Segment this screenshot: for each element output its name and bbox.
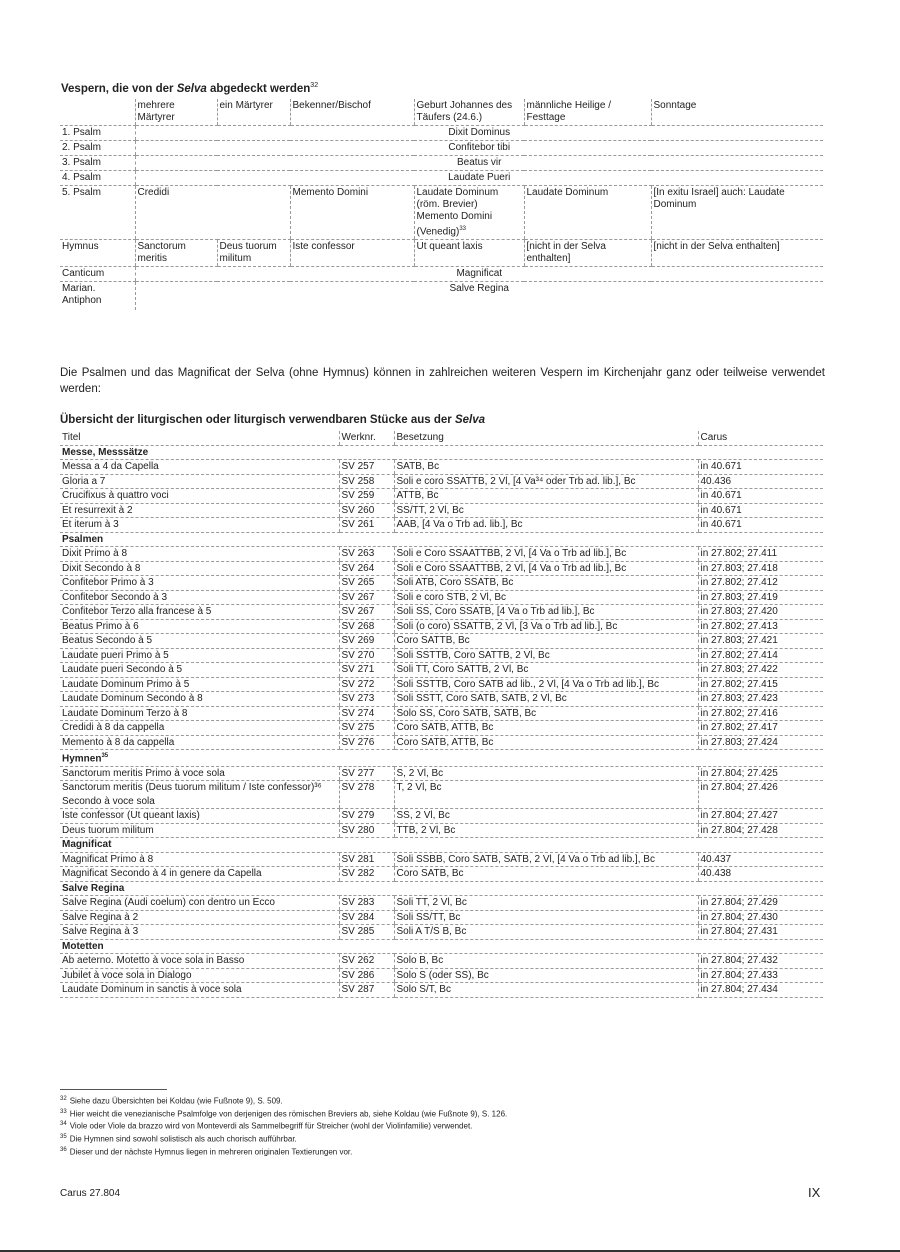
cell-title: Crucifixus à quattro voci [60,489,339,504]
cell-carus: in 27.802; 27.412 [698,576,823,591]
section-heading: Magnificat [60,838,823,853]
cell-title: Laudate pueri Primo à 5 [60,648,339,663]
cell-carus: in 27.803; 27.422 [698,663,823,678]
cell-scoring: Soli (o coro) SSATTB, 2 Vl, [3 Va o Trb ad lib.], Bc [394,619,698,634]
footnote-item [60,1107,507,1120]
footnote-ref: 33 [459,226,466,232]
cell-work: SV 277 [339,766,394,781]
cell-carus: in 27.804; 27.430 [698,910,823,925]
section-row [60,750,823,767]
footnote-number: 35 [60,1133,67,1140]
cell-carus: in 27.802; 27.411 [698,547,823,562]
cell-work: SV 272 [339,677,394,692]
footnote-number: 34 [60,1121,67,1128]
cell-title: Sanctorum meritis (Deus tuorum militum / Iste confessor)³⁶ Secondo à voce sola [60,781,339,809]
section-heading: Salve Regina [60,881,823,896]
cell-scoring: Soli A T/S B, Bc [394,925,698,940]
cell-scoring: Soli SS, Coro SSATB, [4 Va o Trb ad lib.], Bc [394,605,698,620]
table-row [60,852,823,867]
cell-title: Laudate Dominum Terzo à 8 [60,706,339,721]
cell-work: SV 270 [339,648,394,663]
psalm5-roman: Laudate Dominum (röm. Brevier) [416,187,499,210]
cell-scoring: SS/TT, 2 Vl, Bc [394,503,698,518]
cell-carus: in 27.802; 27.416 [698,706,823,721]
header-title: Titel [60,431,339,445]
table-row [60,735,823,750]
cell-title: Laudate pueri Secondo à 5 [60,663,339,678]
cell-scoring: Soli e coro SSATTB, 2 Vl, [4 Va³⁴ oder Trb ad. lib.], Bc [394,474,698,489]
row-value: Salve Regina [135,282,823,311]
cell-carus: in 27.802; 27.413 [698,619,823,634]
table-row [60,954,823,969]
footnote-text: Die Hymnen sind sowohl solistisch als auch chorisch aufführbar. [69,1134,297,1144]
footnotes [60,1094,507,1157]
overview-table [60,431,823,998]
cell-scoring: Coro SATB, ATTB, Bc [394,735,698,750]
overview-table-title: Übersicht der liturgischen oder liturgisch verwendbaren Stücke aus der Selva [60,414,486,426]
cell-work: SV 284 [339,910,394,925]
section-row [60,445,823,460]
catalog-number: Carus 27.804 [60,1188,121,1199]
table-row [60,823,823,838]
cell-title: Dixit Primo à 8 [60,547,339,562]
cell-carus: 40.438 [698,867,823,882]
cell-title: Salve Regina (Audi coelum) con dentro un Ecco [60,896,339,911]
cell-scoring: Solo SS, Coro SATB, SATB, Bc [394,706,698,721]
row-label: Hymnus [60,240,135,267]
footnote-item [60,1145,507,1158]
cell-title: Sanctorum meritis Primo à voce sola [60,766,339,781]
psalm5-cell: Memento Domini [290,186,414,240]
cell-work: SV 273 [339,692,394,707]
cell-scoring: Soli SSTTB, Coro SATB ad lib., 2 Vl, [4 Va o Trb ad lib.], Bc [394,677,698,692]
cell-carus: in 27.804; 27.432 [698,954,823,969]
psalm5-venice: Memento Domini (Venedig) [416,211,493,238]
table-row [60,561,823,576]
table-row [60,474,823,489]
cell-work: SV 260 [339,503,394,518]
cell-carus: in 27.803; 27.423 [698,692,823,707]
cell-title: Confitebor Secondo à 3 [60,590,339,605]
table-row [60,983,823,998]
row-value: Magnificat [135,267,823,282]
table-row [60,489,823,504]
row-label: 3. Psalm [60,156,135,171]
vespers-row-canticum [60,267,823,282]
vespers-header-cell: Bekenner/Bischof [290,99,414,126]
cell-work: SV 267 [339,605,394,620]
cell-scoring: Coro SATTB, Bc [394,634,698,649]
overview-header-row [60,431,823,445]
row-label: 1. Psalm [60,126,135,141]
cell-title: Laudate Dominum Secondo à 8 [60,692,339,707]
cell-title: Gloria a 7 [60,474,339,489]
vespers-table [60,99,823,310]
cell-title: Memento à 8 da cappella [60,735,339,750]
section-heading: Psalmen [60,532,823,547]
cell-work: SV 268 [339,619,394,634]
cell-title: Salve Regina à 2 [60,910,339,925]
vespers-header-cell: Geburt Johannes des Täufers (24.6.) [414,99,524,126]
vespers-header-empty [60,99,135,126]
cell-scoring: Solo B, Bc [394,954,698,969]
vespers-row-antiphon [60,282,823,311]
cell-work: SV 280 [339,823,394,838]
table-row [60,547,823,562]
cell-carus: in 27.804; 27.427 [698,809,823,824]
table-row [60,706,823,721]
cell-title: Laudate Dominum in sanctis à voce sola [60,983,339,998]
vespers-header-cell: Sonntage [651,99,823,126]
row-label: 4. Psalm [60,171,135,186]
section-row [60,838,823,853]
cell-title: Dixit Secondo à 8 [60,561,339,576]
hymnus-cell: Ut queant laxis [414,240,524,267]
cell-carus: 40.437 [698,852,823,867]
psalm5-cell: Laudate Dominum [524,186,651,240]
table-row [60,809,823,824]
cell-carus: in 27.804; 27.431 [698,925,823,940]
cell-carus: in 27.804; 27.426 [698,781,823,809]
cell-scoring: Soli TT, Coro SATTB, 2 Vl, Bc [394,663,698,678]
cell-scoring: T, 2 Vl, Bc [394,781,698,809]
cell-scoring: Soli SSTT, Coro SATB, SATB, 2 Vl, Bc [394,692,698,707]
row-label: Marian. Antiphon [62,283,102,307]
cell-title: Beatus Secondo à 5 [60,634,339,649]
page-number: IX [808,1185,821,1200]
cell-work: SV 259 [339,489,394,504]
cell-title: Salve Regina à 3 [60,925,339,940]
table-row [60,605,823,620]
table-row [60,590,823,605]
cell-work: SV 276 [339,735,394,750]
cell-work: SV 275 [339,721,394,736]
table-row [60,503,823,518]
row-value: Confitebor tibi [135,141,823,156]
cell-title: Jubilet à voce sola in Dialogo [60,968,339,983]
cell-scoring: Coro SATB, ATTB, Bc [394,721,698,736]
cell-scoring: Solo S (oder SS), Bc [394,968,698,983]
footnote-item [60,1094,507,1107]
cell-title: Et iterum à 3 [60,518,339,533]
section-row [60,532,823,547]
footnote-rule [60,1089,167,1090]
cell-scoring: Soli e coro STB, 2 Vl, Bc [394,590,698,605]
row-value: Beatus vir [135,156,823,171]
cell-scoring: SS, 2 Vl, Bc [394,809,698,824]
cell-work: SV 262 [339,954,394,969]
cell-work: SV 287 [339,983,394,998]
cell-scoring: Soli ATB, Coro SSATB, Bc [394,576,698,591]
cell-title: Et resurrexit à 2 [60,503,339,518]
table-row [60,692,823,707]
row-label: 5. Psalm [60,186,135,240]
header-scoring: Besetzung [394,431,698,445]
cell-title: Messa a 4 da Capella [60,460,339,475]
psalm5-cell: Credidi [135,186,290,240]
cell-title: Confitebor Primo à 3 [60,576,339,591]
footnote-text: Viole oder Viole da brazzo wird von Monteverdi als Sammelbegriff für Streicher (wohl der Violinfamilie) verwendet. [69,1121,473,1131]
section-row [60,939,823,954]
cell-carus: in 27.803; 27.420 [698,605,823,620]
vespers-header-row [60,99,823,126]
footnote-item [60,1132,507,1145]
cell-carus: in 40.671 [698,489,823,504]
row-value: Dixit Dominus [135,126,823,141]
intro-paragraph: Die Psalmen und das Magnificat der Selva (ohne Hymnus) können in zahlreichen weiteren Vespern im Kirchenjahr ganz oder teilweise verwendet werden: [60,367,825,395]
section-heading: Hymnen$^{35}$ [60,750,823,767]
cell-carus: in 27.803; 27.424 [698,735,823,750]
footnote-number: 32 [60,1096,67,1102]
section-row [60,881,823,896]
overview-body [60,445,823,997]
cell-scoring: Soli e Coro SSAATTBB, 2 Vl, [4 Va o Trb ad lib.], Bc [394,547,698,562]
table-row [60,677,823,692]
footnote-ref: 35 [101,753,109,759]
cell-work: SV 278 [339,781,394,809]
cell-carus: in 27.802; 27.414 [698,648,823,663]
table-row [60,663,823,678]
cell-carus: in 40.671 [698,503,823,518]
cell-title: Credidi à 8 da cappella [60,721,339,736]
table-row [60,634,823,649]
vespers-table-title: Vespern, die von der Selva abgedeckt werden$^{32}$ [61,82,319,95]
cell-carus: in 27.804; 27.425 [698,766,823,781]
cell-scoring: Coro SATB, Bc [394,867,698,882]
cell-title: Ab aeterno. Motetto à voce sola in Basso [60,954,339,969]
cell-carus: in 27.803; 27.421 [698,634,823,649]
cell-scoring: Soli SSBB, Coro SATB, SATB, 2 Vl, [4 Va o Trb ad lib.], Bc [394,852,698,867]
cell-scoring: SATB, Bc [394,460,698,475]
cell-carus: in 27.803; 27.419 [698,590,823,605]
psalm5-cell: [In exitu Israel] auch: Laudate Dominum [651,186,823,240]
cell-carus: in 27.804; 27.428 [698,823,823,838]
vespers-row-psalm4 [60,171,823,186]
table-row [60,766,823,781]
table-row [60,968,823,983]
vespers-header-cell: männliche Heilige / Festtage [524,99,651,126]
vespers-row-psalm2 [60,141,823,156]
cell-work: SV 257 [339,460,394,475]
hymnus-cell: Deus tuorum militum [217,240,290,267]
footnote-text: Siehe dazu Übersichten bei Koldau (wie Fußnote 9), S. 509. [69,1096,283,1106]
cell-carus: in 27.804; 27.429 [698,896,823,911]
table-row [60,648,823,663]
cell-work: SV 263 [339,547,394,562]
vespers-row-hymnus [60,240,823,267]
row-label: 2. Psalm [60,141,135,156]
cell-work: SV 261 [339,518,394,533]
cell-work: SV 264 [339,561,394,576]
vespers-header-cell: ein Märtyrer [217,99,290,126]
cell-work: SV 285 [339,925,394,940]
header-carus: Carus [698,431,823,445]
vespers-row-psalm3 [60,156,823,171]
cell-work: SV 271 [339,663,394,678]
cell-scoring: Soli SSTTB, Coro SATTB, 2 Vl, Bc [394,648,698,663]
hymnus-cell: [nicht in der Selva enthalten] [524,240,651,267]
table-row [60,896,823,911]
table-row [60,576,823,591]
cell-carus: in 40.671 [698,460,823,475]
cell-work: SV 286 [339,968,394,983]
cell-title: Laudate Dominum Primo à 5 [60,677,339,692]
vespers-header-cell: mehrere Märtyrer [135,99,217,126]
vespers-row-psalm1 [60,126,823,141]
cell-scoring: Soli e Coro SSAATTBB, 2 Vl, [4 Va o Trb ad lib.], Bc [394,561,698,576]
cell-scoring: S, 2 Vl, Bc [394,766,698,781]
hymnus-cell: Sanctorum meritis [135,240,217,267]
header-work: Werknr. [339,431,394,445]
cell-carus: in 27.802; 27.417 [698,721,823,736]
table-row [60,721,823,736]
table-row [60,518,823,533]
cell-work: SV 269 [339,634,394,649]
psalm5-cell [414,186,524,240]
hymnus-cell: [nicht in der Selva enthalten] [651,240,823,267]
footnote-number: 36 [60,1146,67,1153]
cell-work: SV 283 [339,896,394,911]
table-row [60,867,823,882]
cell-carus: 40.436 [698,474,823,489]
cell-title: Confitebor Terzo alla francese à 5 [60,605,339,620]
footnote-number: 33 [60,1108,67,1115]
cell-work: SV 282 [339,867,394,882]
cell-scoring: AAB, [4 Va o Trb ad. lib.], Bc [394,518,698,533]
cell-scoring: Solo S/T, Bc [394,983,698,998]
table-row [60,460,823,475]
cell-carus: in 27.804; 27.434 [698,983,823,998]
vespers-row-psalm5 [60,186,823,240]
cell-work: SV 279 [339,809,394,824]
cell-title: Iste confessor (Ut queant laxis) [60,809,339,824]
cell-carus: in 27.803; 27.418 [698,561,823,576]
cell-title: Beatus Primo à 6 [60,619,339,634]
row-value: Laudate Pueri [135,171,823,186]
cell-work: SV 265 [339,576,394,591]
section-heading: Messe, Messsätze [60,445,823,460]
table-row [60,925,823,940]
cell-scoring: Soli TT, 2 Vl, Bc [394,896,698,911]
cell-scoring: TTB, 2 Vl, Bc [394,823,698,838]
footnote-text: Hier weicht die venezianische Psalmfolge von derjenigen des römischen Breviers ab, siehe Koldau (wie Fußnote 9), S. 126. [69,1109,508,1119]
cell-work: SV 267 [339,590,394,605]
table-row [60,781,823,809]
cell-title: Deus tuorum militum [60,823,339,838]
cell-carus: in 27.802; 27.415 [698,677,823,692]
footnote-text: Dieser und der nächste Hymnus liegen in mehreren originalen Textierungen vor. [69,1147,353,1157]
table-row [60,910,823,925]
cell-carus: in 27.804; 27.433 [698,968,823,983]
cell-scoring: ATTB, Bc [394,489,698,504]
cell-work: SV 258 [339,474,394,489]
table-row [60,619,823,634]
footnote-item [60,1119,507,1132]
cell-carus: in 40.671 [698,518,823,533]
cell-title: Magnificat Secondo à 4 in genere da Capella [60,867,339,882]
hymnus-cell: Iste confessor [290,240,414,267]
row-label: Canticum [60,267,135,282]
cell-work: SV 274 [339,706,394,721]
cell-title: Magnificat Primo à 8 [60,852,339,867]
cell-scoring: Soli SS/TT, Bc [394,910,698,925]
section-heading: Motetten [60,939,823,954]
cell-work: SV 281 [339,852,394,867]
